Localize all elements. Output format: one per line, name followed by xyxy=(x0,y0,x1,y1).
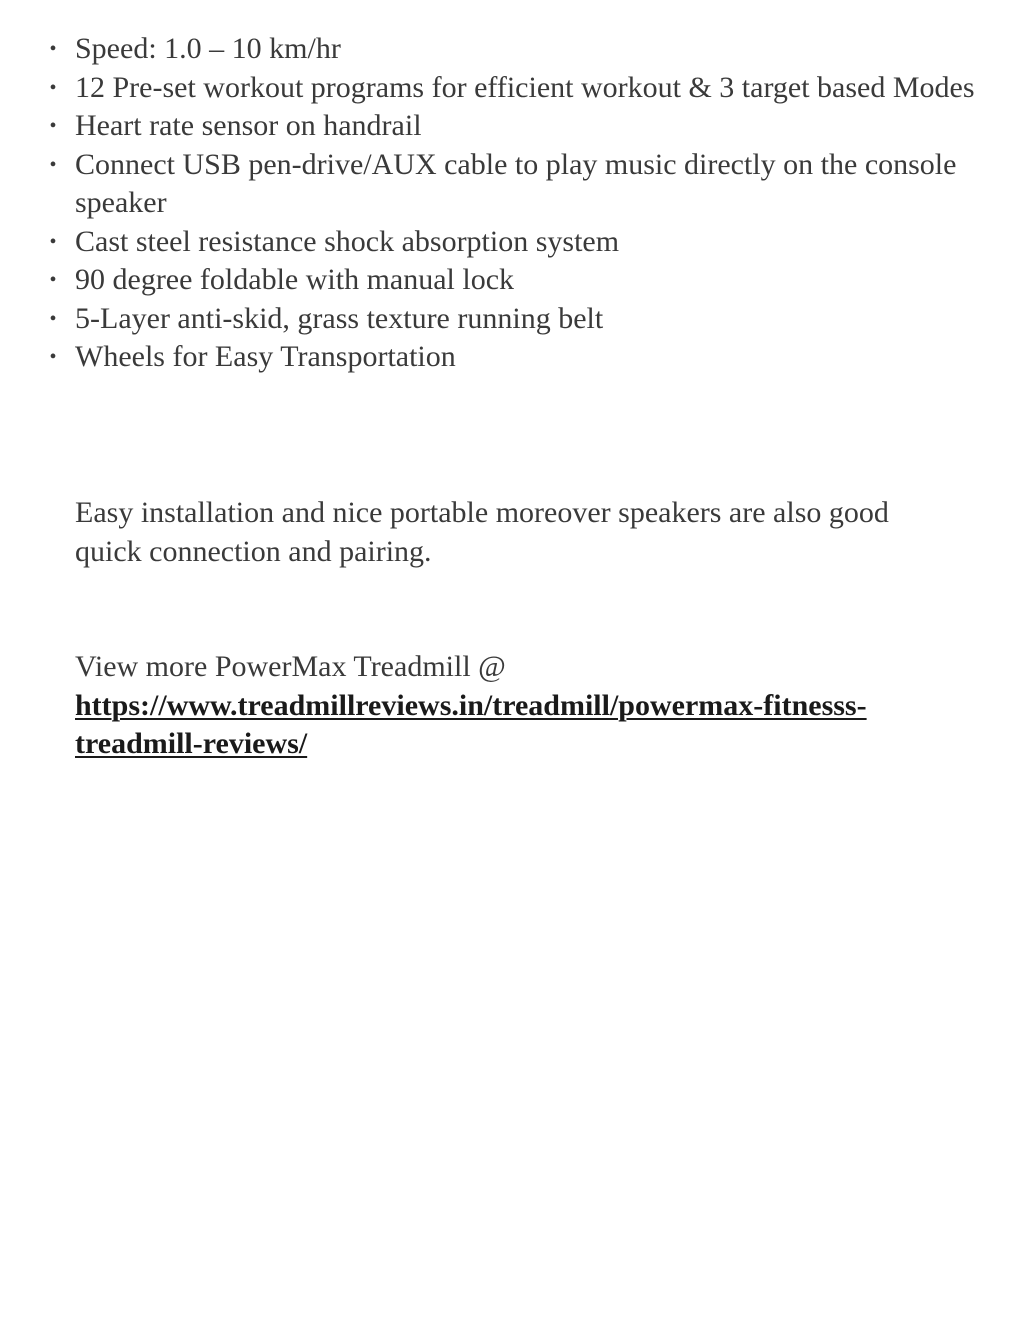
list-item xyxy=(49,300,975,339)
feature-text: 90 degree foldable with manual lock xyxy=(75,263,515,296)
list-item xyxy=(49,223,975,262)
bullet-icon: • xyxy=(49,307,57,330)
list-item xyxy=(49,30,975,69)
bullet-icon: • xyxy=(49,76,57,99)
bullet-icon: • xyxy=(49,115,57,137)
feature-text: 12 Pre-set workout programs for efficient workout & 3 target based Modes xyxy=(75,70,975,104)
list-item xyxy=(49,146,975,223)
list-item xyxy=(49,107,975,146)
feature-text: 5-Layer anti-skid, grass texture running belt xyxy=(75,301,604,335)
list-item xyxy=(49,69,975,108)
feature-text: Heart rate sensor on handrail xyxy=(75,109,422,142)
feature-text: Wheels for Easy Transportation xyxy=(75,340,456,373)
list-item xyxy=(49,261,975,300)
list-item xyxy=(49,338,975,377)
treadmill-reviews-link[interactable]: https://www.treadmillreviews.in/treadmill/powermax-fitnesss-treadmill-reviews/ xyxy=(75,688,867,760)
bullet-icon: • xyxy=(49,230,57,253)
feature-text: Speed: 1.0 – 10 km/hr xyxy=(75,32,341,65)
feature-text: Connect USB pen-drive/AUX cable to play music directly on the console speaker xyxy=(75,147,957,219)
install-paragraph: Easy installation and nice portable moreover speakers are also good quick connection and pairing. xyxy=(75,496,889,568)
bullet-icon: • xyxy=(49,153,57,176)
bullet-icon: • xyxy=(49,38,57,60)
view-more-paragraph xyxy=(75,648,955,764)
bullet-icon: • xyxy=(49,269,57,291)
feature-text: Cast steel resistance shock absorption system xyxy=(75,224,620,258)
view-more-prefix: View more PowerMax Treadmill @ xyxy=(75,650,506,683)
feature-list xyxy=(49,30,975,377)
bullet-icon: • xyxy=(49,346,57,368)
